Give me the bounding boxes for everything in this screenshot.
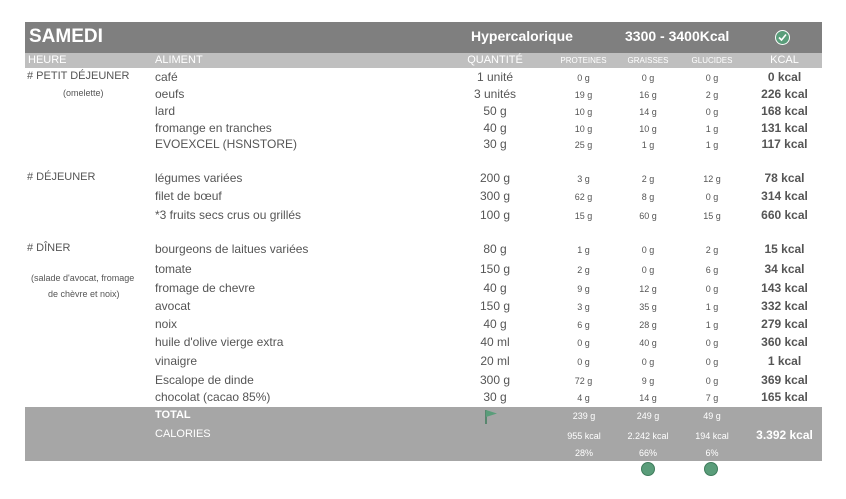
food-graisses: 14 g bbox=[639, 393, 657, 403]
food-qty: 40 g bbox=[483, 317, 507, 331]
food-name: oeufs bbox=[155, 87, 185, 101]
total-glucides-g: 49 g bbox=[703, 411, 721, 421]
table-row bbox=[25, 171, 822, 188]
food-glucides: 0 g bbox=[705, 357, 719, 367]
food-qty: 150 g bbox=[479, 262, 511, 276]
calorie-range: 3300 - 3400Kcal bbox=[625, 28, 730, 44]
col-aliment: ALIMENT bbox=[155, 54, 203, 66]
meal-title: # DÉJEUNER bbox=[27, 171, 96, 183]
food-name: chocolat (cacao 85%) bbox=[155, 390, 271, 404]
food-kcal: 660 kcal bbox=[761, 208, 808, 222]
food-glucides: 0 g bbox=[705, 284, 719, 294]
food-qty: 200 g bbox=[479, 171, 511, 185]
food-name: avocat bbox=[155, 299, 191, 313]
calories-label: CALORIES bbox=[155, 428, 211, 440]
check-circle-icon bbox=[775, 30, 790, 45]
food-proteines: 10 g bbox=[574, 107, 593, 117]
food-glucides: 2 g bbox=[705, 245, 719, 255]
food-glucides: 15 g bbox=[703, 211, 721, 221]
food-proteines: 62 g bbox=[574, 192, 593, 202]
food-qty: 300 g bbox=[479, 373, 511, 387]
food-glucides: 0 g bbox=[705, 73, 719, 83]
food-graisses: 0 g bbox=[641, 73, 655, 83]
food-qty: 300 g bbox=[479, 189, 511, 203]
food-kcal: 314 kcal bbox=[761, 189, 808, 203]
total-label: TOTAL bbox=[155, 409, 191, 421]
food-name: fromange en tranches bbox=[155, 121, 272, 135]
table-row bbox=[25, 208, 822, 225]
table-row bbox=[25, 104, 822, 121]
status-dot-icon bbox=[641, 462, 655, 476]
food-proteines: 10 g bbox=[574, 124, 593, 134]
flag-icon bbox=[484, 409, 498, 429]
meal-note: (salade d'avocat, fromage bbox=[31, 273, 135, 283]
food-kcal: 168 kcal bbox=[761, 104, 808, 118]
food-qty: 50 g bbox=[483, 104, 507, 118]
food-name: légumes variées bbox=[155, 171, 243, 185]
food-proteines: 2 g bbox=[577, 265, 590, 275]
food-proteines: 4 g bbox=[577, 393, 590, 403]
food-kcal: 279 kcal bbox=[761, 317, 808, 331]
food-proteines: 72 g bbox=[574, 376, 593, 386]
table-row bbox=[25, 262, 822, 279]
food-kcal: 369 kcal bbox=[761, 373, 808, 387]
food-graisses: 40 g bbox=[639, 338, 657, 348]
food-kcal: 226 kcal bbox=[761, 87, 808, 101]
food-name: fromage de chevre bbox=[155, 281, 256, 295]
food-graisses: 60 g bbox=[639, 211, 657, 221]
total-graisses-kcal: 2.242 kcal bbox=[627, 431, 669, 441]
food-proteines: 19 g bbox=[574, 90, 593, 100]
food-glucides: 0 g bbox=[705, 376, 719, 386]
food-name: Escalope de dinde bbox=[155, 373, 254, 387]
food-kcal: 15 kcal bbox=[764, 242, 805, 256]
col-heure: HEURE bbox=[28, 54, 67, 66]
food-qty: 100 g bbox=[479, 208, 511, 222]
pct-proteines: 28% bbox=[574, 448, 593, 458]
food-graisses: 14 g bbox=[639, 107, 657, 117]
table-row bbox=[25, 335, 822, 352]
food-proteines: 0 g bbox=[577, 357, 590, 367]
meal-note: de chèvre et noix) bbox=[48, 289, 120, 299]
meal-note: (omelette) bbox=[63, 88, 104, 98]
food-graisses: 1 g bbox=[641, 140, 655, 150]
food-proteines: 6 g bbox=[577, 320, 590, 330]
food-qty: 40 ml bbox=[480, 335, 510, 349]
totals-band bbox=[25, 407, 822, 461]
table-row bbox=[25, 299, 822, 316]
food-kcal: 0 kcal bbox=[767, 70, 802, 84]
col-graisses: GRAISSES bbox=[627, 56, 669, 65]
food-graisses: 0 g bbox=[641, 265, 655, 275]
food-proteines: 1 g bbox=[577, 245, 590, 255]
meal-title: # DÎNER bbox=[27, 242, 71, 254]
food-glucides: 1 g bbox=[705, 302, 719, 312]
food-kcal: 1 kcal bbox=[767, 354, 802, 368]
total-glucides-kcal: 194 kcal bbox=[695, 431, 729, 441]
meal-title: # PETIT DÉJEUNER bbox=[27, 70, 130, 82]
table-row bbox=[25, 281, 822, 298]
food-name: EVOEXCEL (HSNSTORE) bbox=[155, 137, 298, 151]
pct-graisses: 66% bbox=[638, 448, 657, 458]
column-header-bar bbox=[25, 53, 822, 68]
food-graisses: 16 g bbox=[639, 90, 657, 100]
col-glucides: GLUCIDES bbox=[691, 56, 733, 65]
food-name: filet de bœuf bbox=[155, 189, 222, 203]
pct-glucides: 6% bbox=[705, 448, 719, 458]
title-bar bbox=[25, 22, 822, 53]
status-dot-icon bbox=[704, 462, 718, 476]
table-row bbox=[25, 137, 822, 154]
food-graisses: 8 g bbox=[641, 192, 655, 202]
food-proteines: 3 g bbox=[577, 302, 590, 312]
food-qty: 40 g bbox=[483, 281, 507, 295]
table-row bbox=[25, 354, 822, 371]
food-graisses: 9 g bbox=[641, 376, 655, 386]
food-glucides: 12 g bbox=[703, 174, 721, 184]
food-proteines: 25 g bbox=[574, 140, 593, 150]
table-row bbox=[25, 189, 822, 206]
food-graisses: 28 g bbox=[639, 320, 657, 330]
food-kcal: 332 kcal bbox=[761, 299, 808, 313]
food-kcal: 34 kcal bbox=[764, 262, 805, 276]
food-name: huile d'olive vierge extra bbox=[155, 335, 284, 349]
food-qty: 20 ml bbox=[480, 354, 510, 368]
food-glucides: 0 g bbox=[705, 107, 719, 117]
food-proteines: 3 g bbox=[577, 174, 590, 184]
table-row bbox=[25, 70, 822, 87]
food-kcal: 143 kcal bbox=[761, 281, 808, 295]
food-qty: 40 g bbox=[483, 121, 507, 135]
food-name: bourgeons de laitues variées bbox=[155, 242, 309, 256]
food-graisses: 2 g bbox=[641, 174, 655, 184]
food-qty: 1 unité bbox=[476, 70, 514, 84]
food-qty: 3 unités bbox=[473, 87, 517, 101]
food-graisses: 0 g bbox=[641, 245, 655, 255]
food-graisses: 12 g bbox=[639, 284, 657, 294]
diet-type: Hypercalorique bbox=[471, 28, 573, 44]
col-kcal: KCAL bbox=[770, 54, 799, 66]
food-proteines: 0 g bbox=[577, 338, 590, 348]
table-row bbox=[25, 121, 822, 138]
table-row bbox=[25, 242, 822, 259]
food-glucides: 1 g bbox=[705, 124, 719, 134]
food-graisses: 10 g bbox=[639, 124, 657, 134]
food-glucides: 6 g bbox=[705, 265, 719, 275]
col-proteines: PROTEINES bbox=[560, 56, 607, 65]
food-glucides: 1 g bbox=[705, 320, 719, 330]
food-name: noix bbox=[155, 317, 178, 331]
food-glucides: 0 g bbox=[705, 192, 719, 202]
total-graisses-g: 249 g bbox=[636, 411, 660, 421]
food-graisses: 0 g bbox=[641, 357, 655, 367]
food-proteines: 0 g bbox=[577, 73, 590, 83]
food-glucides: 1 g bbox=[705, 140, 719, 150]
food-qty: 80 g bbox=[483, 242, 507, 256]
food-glucides: 0 g bbox=[705, 338, 719, 348]
food-kcal: 165 kcal bbox=[761, 390, 808, 404]
day-title: SAMEDI bbox=[29, 26, 103, 47]
table-row bbox=[25, 87, 822, 104]
food-name: *3 fruits secs crus ou grillés bbox=[155, 208, 302, 222]
food-name: tomate bbox=[155, 262, 192, 276]
food-graisses: 35 g bbox=[639, 302, 657, 312]
food-proteines: 15 g bbox=[574, 211, 593, 221]
food-kcal: 360 kcal bbox=[761, 335, 808, 349]
food-proteines: 9 g bbox=[577, 284, 590, 294]
food-kcal: 117 kcal bbox=[761, 137, 808, 151]
food-qty: 150 g bbox=[479, 299, 511, 313]
table-row bbox=[25, 317, 822, 334]
col-quantite: QUANTITÉ bbox=[467, 54, 523, 66]
food-qty: 30 g bbox=[483, 137, 507, 151]
total-proteines-kcal: 955 kcal bbox=[567, 431, 601, 441]
food-qty: 30 g bbox=[483, 390, 507, 404]
food-glucides: 7 g bbox=[705, 393, 719, 403]
food-kcal: 78 kcal bbox=[764, 171, 805, 185]
food-kcal: 131 kcal bbox=[761, 121, 808, 135]
food-name: vinaigre bbox=[155, 354, 198, 368]
table-row bbox=[25, 373, 822, 390]
total-proteines-g: 239 g bbox=[572, 411, 596, 421]
total-kcal: 3.392 kcal bbox=[756, 428, 813, 442]
food-name: café bbox=[155, 70, 178, 84]
food-name: lard bbox=[155, 104, 176, 118]
food-glucides: 2 g bbox=[705, 90, 719, 100]
table-row bbox=[25, 390, 822, 407]
